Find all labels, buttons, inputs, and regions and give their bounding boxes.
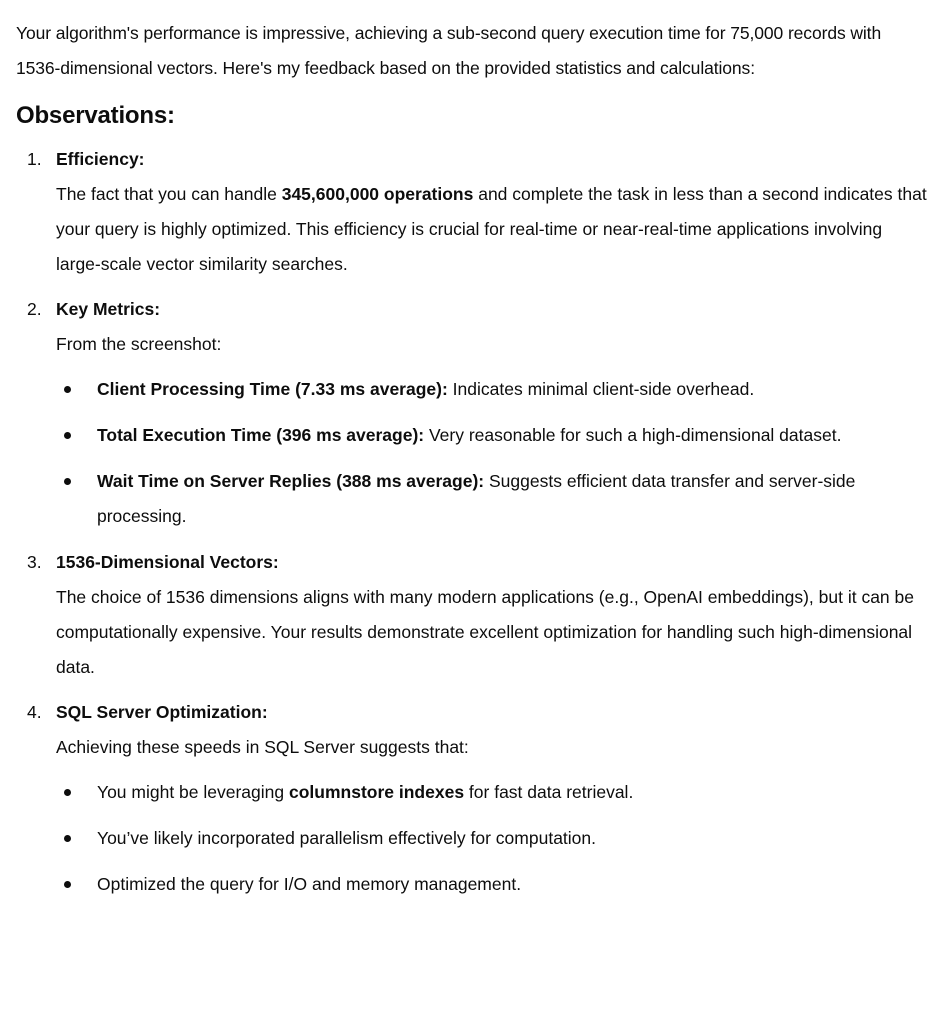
- list-number: 4.: [27, 702, 42, 722]
- bullet-dot-icon: [64, 386, 71, 393]
- bullet-text: You might be leveraging: [97, 782, 289, 802]
- intro-paragraph: Your algorithm's performance is impressive, achieving a sub-second query execution time for 75,000 records with 1536-dimensional vectors. Here's my feedback based on the provided statistics and calculations:: [16, 23, 882, 78]
- bullet-dot-icon: [64, 478, 71, 485]
- observation-body: From the screenshot:: [56, 334, 222, 354]
- bullet-columnstore-indexes: [56, 775, 929, 810]
- bullet-parallelism: [56, 821, 929, 856]
- bullet-dot-icon: [64, 881, 71, 888]
- bullet-dot-icon: [64, 432, 71, 439]
- observations-heading: Observations:: [16, 102, 175, 129]
- bullet-dot-icon: [64, 789, 71, 796]
- observation-key-metrics: [16, 292, 929, 534]
- bullet-wait-time-server-replies: [56, 464, 929, 534]
- bullet-client-processing-time: [56, 372, 929, 407]
- bullet-text: You’ve likely incorporated parallelism effectively for computation.: [97, 828, 597, 848]
- metric-label: Client Processing Time (7.33 ms average):: [97, 379, 448, 399]
- observation-body: The choice of 1536 dimensions aligns with many modern applications (e.g., OpenAI embeddings), but it can be computationally expensive. Your results demonstrate excellent optimization for handling such high-dimensional data.: [56, 587, 914, 677]
- metric-description: Indicates minimal client-side overhead.: [447, 379, 755, 399]
- list-number: 1.: [27, 149, 42, 169]
- bullet-text: Optimized the query for I/O and memory management.: [97, 874, 522, 894]
- bullet-io-memory: [56, 867, 929, 902]
- body-text: The fact that you can handle: [56, 184, 282, 204]
- observations-list: [16, 142, 929, 902]
- list-number: 2.: [27, 299, 42, 319]
- emphasis-operations: 345,600,000 operations: [281, 184, 474, 204]
- bullet-dot-icon: [64, 835, 71, 842]
- observation-sql-server-optimization: [16, 695, 929, 902]
- observation-title: SQL Server Optimization:: [56, 702, 268, 722]
- metric-label: Total Execution Time (396 ms average):: [97, 425, 425, 445]
- metric-description: Suggests efficient data transfer and server-side processing.: [97, 471, 856, 526]
- observation-efficiency: [16, 142, 929, 282]
- list-number: 3.: [27, 552, 42, 572]
- observation-body: Achieving these speeds in SQL Server suggests that:: [56, 737, 469, 757]
- metric-label: Wait Time on Server Replies (388 ms average):: [97, 471, 485, 491]
- bullet-text: for fast data retrieval.: [464, 782, 634, 802]
- body-text: and complete the task in less than a second indicates that your query is highly optimized. This efficiency is crucial for real-time or near-real-time applications involving large-scale vector similarity searches.: [56, 184, 927, 274]
- optimization-bullet-list: [56, 775, 929, 902]
- bullet-total-execution-time: [56, 418, 929, 453]
- observation-title: Efficiency:: [56, 149, 145, 169]
- emphasis-columnstore: columnstore indexes: [289, 782, 465, 802]
- observation-dimensional-vectors: [16, 545, 929, 685]
- metric-description: Very reasonable for such a high-dimensional dataset.: [424, 425, 842, 445]
- metrics-bullet-list: [56, 372, 929, 534]
- observation-title: Key Metrics:: [56, 299, 161, 319]
- observation-title: 1536-Dimensional Vectors:: [56, 552, 279, 572]
- observation-body: [56, 177, 929, 282]
